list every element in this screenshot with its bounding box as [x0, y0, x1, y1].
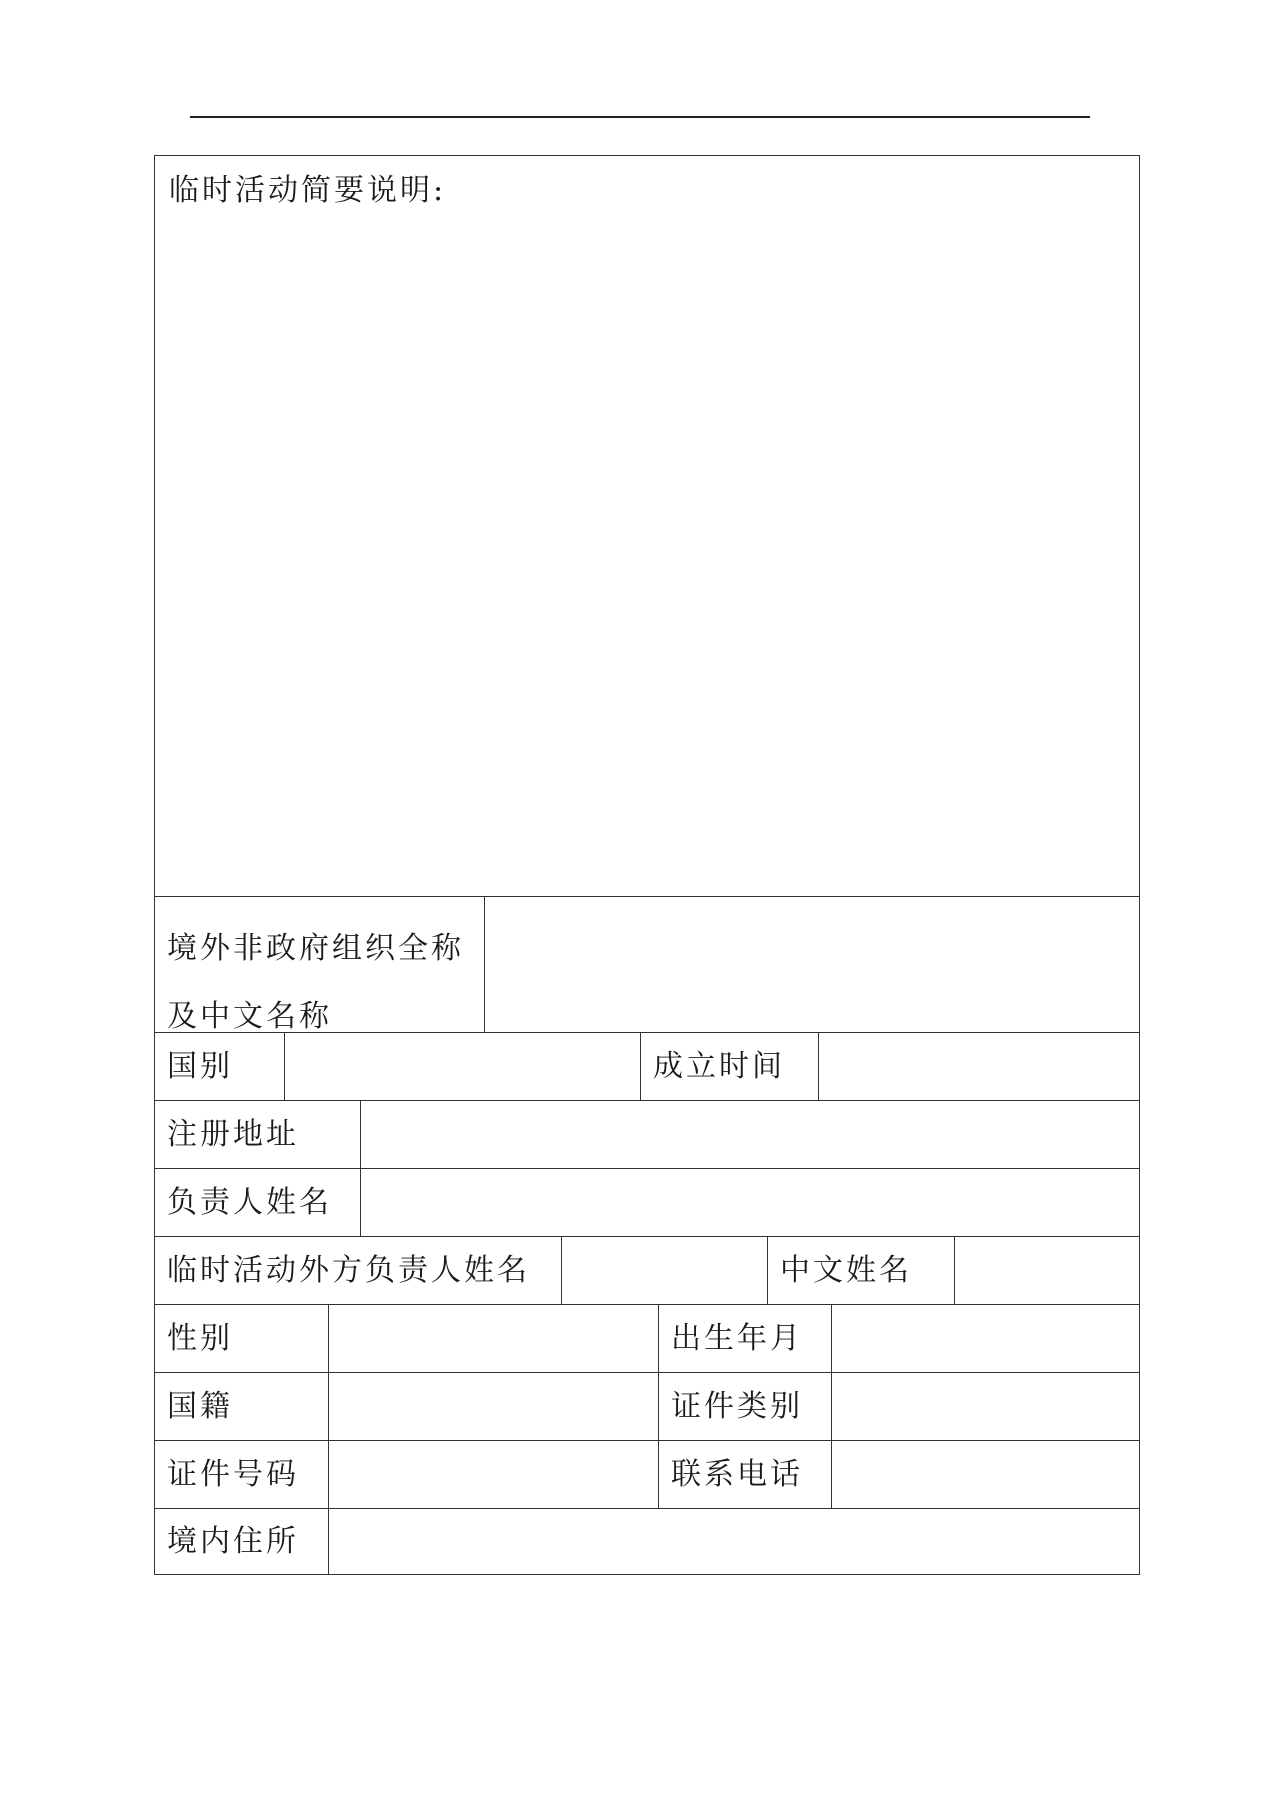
gender-label: 性别 [167, 1321, 233, 1356]
reg-address-label-cell [155, 1101, 361, 1169]
country-field[interactable] [285, 1033, 641, 1101]
description-field[interactable] [169, 226, 1125, 882]
gender-field[interactable] [329, 1305, 659, 1373]
nationality-field[interactable] [329, 1373, 659, 1441]
id-number-label-cell [155, 1441, 329, 1509]
org-name-field[interactable] [485, 897, 1139, 1033]
id-number-label: 证件号码 [167, 1457, 299, 1492]
org-name-label [167, 915, 464, 1051]
birth-label: 出生年月 [671, 1321, 803, 1356]
reg-address-label: 注册地址 [167, 1117, 299, 1152]
founded-label-cell [641, 1033, 819, 1101]
head-name-label: 负责人姓名 [167, 1185, 332, 1220]
gender-label-cell [155, 1305, 329, 1373]
phone-label-cell [659, 1441, 832, 1509]
head-name-field[interactable] [361, 1169, 1139, 1237]
country-founded-row [155, 1032, 1139, 1101]
nationality-idtype-row [155, 1372, 1139, 1441]
description-label: 临时活动简要说明: [169, 173, 447, 208]
org-name-label-line2: 及中文名称 [167, 999, 332, 1034]
domestic-address-label: 境内住所 [167, 1524, 299, 1559]
foreign-head-label: 临时活动外方负责人姓名 [167, 1253, 530, 1288]
country-label: 国别 [167, 1049, 233, 1084]
nationality-label-cell [155, 1373, 329, 1441]
foreign-head-row [155, 1236, 1139, 1305]
id-type-label: 证件类别 [671, 1389, 803, 1424]
id-number-field[interactable] [329, 1441, 659, 1509]
birth-label-cell [659, 1305, 832, 1373]
org-name-label-line1: 境外非政府组织全称 [167, 931, 464, 966]
head-name-row [155, 1168, 1139, 1237]
phone-field[interactable] [832, 1441, 1139, 1509]
birth-field[interactable] [832, 1305, 1139, 1373]
reg-address-row [155, 1100, 1139, 1169]
org-name-row [155, 896, 1139, 1033]
founded-label: 成立时间 [653, 1049, 785, 1084]
reg-address-field[interactable] [361, 1101, 1139, 1169]
idnumber-phone-row [155, 1440, 1139, 1509]
domestic-address-label-cell [155, 1509, 329, 1575]
domestic-address-row [155, 1508, 1139, 1575]
id-type-field[interactable] [832, 1373, 1139, 1441]
header-rule [190, 116, 1090, 118]
activity-form [154, 155, 1140, 1575]
foreign-head-label-cell [155, 1237, 562, 1305]
foreign-head-field[interactable] [562, 1237, 768, 1305]
chinese-name-label-cell [768, 1237, 955, 1305]
chinese-name-label: 中文姓名 [780, 1253, 912, 1288]
founded-field[interactable] [819, 1033, 1139, 1101]
head-name-label-cell [155, 1169, 361, 1237]
nationality-label: 国籍 [167, 1389, 233, 1424]
phone-label: 联系电话 [671, 1457, 803, 1492]
country-label-cell [155, 1033, 285, 1101]
domestic-address-field[interactable] [329, 1509, 1139, 1575]
id-type-label-cell [659, 1373, 832, 1441]
gender-birth-row [155, 1304, 1139, 1373]
org-name-label-cell [155, 897, 485, 1033]
description-section [155, 156, 1139, 896]
chinese-name-field[interactable] [955, 1237, 1139, 1305]
